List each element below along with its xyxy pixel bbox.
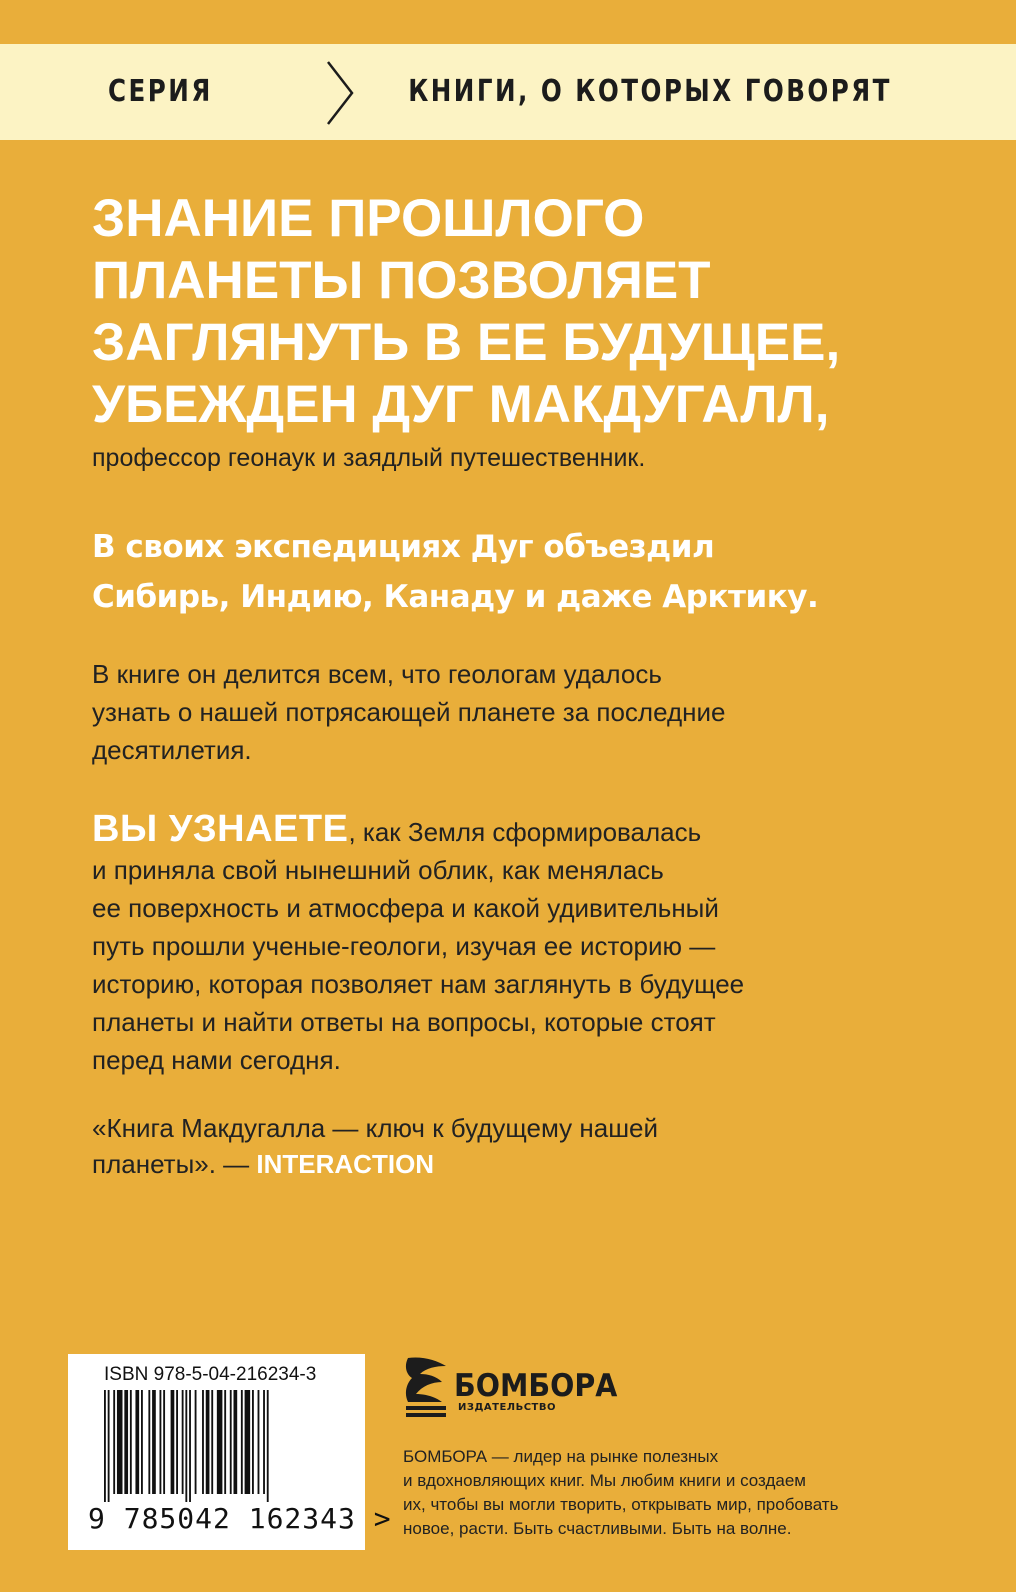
about-line: их, чтобы вы могли творить, открывать мир, пробовать — [403, 1495, 839, 1514]
series-label: СЕРИЯ — [108, 74, 213, 109]
headline — [92, 188, 840, 436]
isbn-text: ISBN 978-5-04-216234-3 — [104, 1364, 317, 1385]
lead-line: Сибирь, Индию, Канаду и даже Арктику. — [92, 579, 819, 615]
bombora-wave-logo-icon — [402, 1354, 452, 1420]
chevron-right-icon — [326, 58, 356, 128]
publisher-about — [403, 1445, 838, 1541]
headline-line: УБЕЖДЕН ДУГ МАКДУГАЛЛ, — [92, 375, 830, 434]
learn-heading: ВЫ УЗНАЕТЕ — [92, 808, 349, 850]
about-line: и вдохновляющих книг. Мы любим книги и создаем — [403, 1471, 806, 1490]
about-line: новое, расти. Быть счастливыми. Быть на волне. — [403, 1519, 792, 1538]
publisher-subtitle: ИЗДАТЕЛЬСТВО — [458, 1402, 556, 1413]
quote-source: INTERACTION — [256, 1149, 435, 1179]
learn-first-line-rest: , как Земля сформировалась — [348, 817, 702, 847]
publisher-name: БОМБОРА — [454, 1368, 618, 1404]
learn-line: планеты и найти ответы на вопросы, которые стоят — [92, 1007, 716, 1037]
paragraph-line: десятилетия. — [92, 735, 252, 765]
headline-line: ЗНАНИЕ ПРОШЛОГО — [92, 189, 645, 248]
headline-line: ПЛАНЕТЫ ПОЗВОЛЯЕТ — [92, 251, 711, 310]
learn-line: историю, которая позволяет нам заглянуть в будущее — [92, 969, 745, 999]
quote-line-start: планеты». — — [92, 1149, 257, 1179]
quote-line: «Книга Макдугалла — ключ к будущему нашей — [92, 1113, 659, 1143]
review-quote — [92, 1110, 658, 1182]
learn-line: перед нами сегодня. — [92, 1045, 341, 1075]
lead-line: В своих экспедициях Дуг объездил — [92, 529, 715, 565]
about-line: БОМБОРА — лидер на рынке полезных — [403, 1447, 719, 1466]
learn-line: ее поверхность и атмосфера и какой удивительный — [92, 893, 719, 923]
quote-line-2 — [92, 1146, 658, 1182]
series-name: КНИГИ, О КОТОРЫХ ГОВОРЯТ — [408, 74, 892, 109]
learn-section — [92, 810, 744, 1079]
headline-subline: профессор геонаук и заядлый путешественник. — [92, 444, 646, 472]
series-bar — [0, 44, 1016, 140]
description-paragraph — [92, 655, 725, 769]
learn-line: путь прошли ученые-геологи, изучая ее историю — — [92, 931, 716, 961]
paragraph-line: В книге он делится всем, что геологам удалось — [92, 659, 662, 689]
lead-text — [92, 522, 818, 622]
barcode-box — [68, 1354, 392, 1550]
learn-first-line — [92, 810, 744, 851]
headline-line: ЗАГЛЯНУТЬ В ЕЕ БУДУЩЕЕ, — [92, 313, 841, 372]
barcode-icon — [104, 1390, 336, 1502]
learn-line: и приняла свой нынешний облик, как менялась — [92, 855, 664, 885]
barcode-digits: 9 785042 162343 > — [88, 1502, 392, 1535]
paragraph-line: узнать о нашей потрясающей планете за последние — [92, 697, 726, 727]
